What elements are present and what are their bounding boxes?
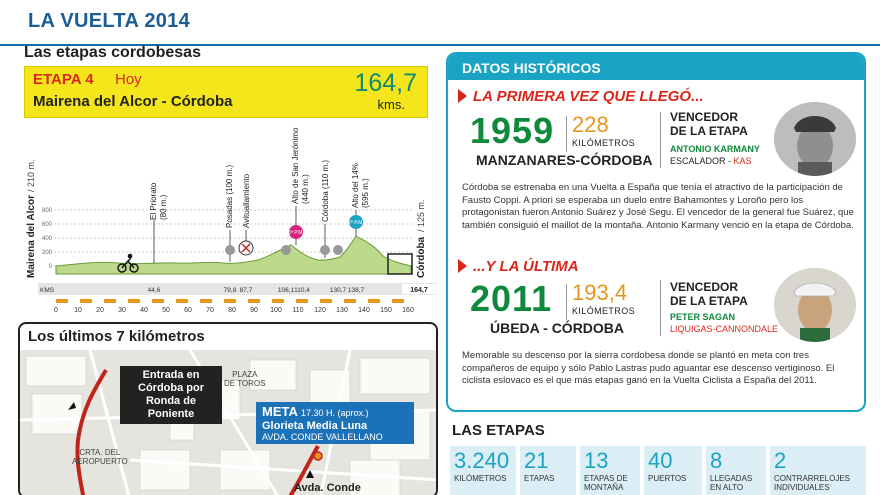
finish-street: AVDA. CONDE VALLELLANO — [262, 432, 383, 442]
first-text: Córdoba se estrenaba en una Vuelta a España que tenía el atractivo de la participación de Fausto Coppi. A priori se esperaba un duelo entre Bahamontes y Loroño pero los protagonistan fueron Antonio Suárez y José Segu. El vencedor de la general fue Suárez, que también consiguió el maillot de la montaña. Antonio Karmany venció en la etapa de Córdoba. — [462, 182, 854, 231]
finish-time: 17.30 H. (aprox.) — [301, 408, 369, 418]
scale-tick: 130 — [336, 307, 348, 314]
first-winner-role — [670, 156, 752, 166]
stat-label: ETAPAS DE MONTAÑA — [584, 474, 628, 492]
profile-point-label: Córdoba (110 m.) — [321, 159, 330, 222]
first-heading — [458, 88, 704, 105]
karmany-portrait — [774, 102, 856, 176]
profile-terrain — [56, 236, 411, 274]
profile-start-alt: / 210 m. — [26, 159, 36, 192]
chevron-right-icon — [458, 259, 467, 273]
historic-data-panel — [446, 52, 866, 412]
stat-label: ETAPAS — [524, 474, 555, 483]
profile-chart — [18, 120, 438, 318]
section-subtitle: Las etapas cordobesas — [24, 44, 201, 61]
finish-place: Glorieta Media Luna — [262, 420, 368, 432]
first-winner-name: ANTONIO KARMANY — [670, 144, 760, 154]
stage-number: ETAPA 4 — [33, 71, 94, 88]
scale-tick: 160 — [402, 307, 414, 314]
first-km: 228 — [572, 112, 609, 137]
stage-distance: 164,7 — [354, 69, 417, 97]
last-7-title: Los últimos 7 kilómetros — [28, 328, 205, 345]
last-route: ÚBEDA - CÓRDOBA — [490, 320, 625, 336]
last-winner-label: VENCEDOR DE LA ETAPA — [670, 280, 748, 308]
kms-bar — [38, 283, 436, 295]
pm-badge-3-label: 3ª P.M. — [288, 230, 304, 236]
alt-tick: 600 — [41, 222, 52, 228]
stat-value: 13 — [584, 448, 609, 473]
profile-point-label: El Priorato — [149, 182, 158, 220]
entry-callout: Entrada en Córdoba por Ronda de Poniente — [120, 366, 222, 424]
profile-point-label: (440 m.) — [301, 174, 310, 204]
profile-end-label: Córdoba — [416, 236, 427, 278]
stat-card — [706, 446, 766, 495]
last-km: 193,4 — [572, 280, 628, 305]
sagan-portrait — [774, 268, 856, 342]
first-winner-label: VENCEDOR DE LA ETAPA — [670, 110, 748, 138]
pm-badge-2-label: 2ª P.M. — [348, 220, 364, 226]
historic-header — [448, 54, 866, 80]
stage-distance-unit: kms. — [377, 97, 405, 112]
top-bar — [0, 0, 880, 46]
alt-tick: 0 — [48, 264, 52, 270]
finish-label: META — [262, 404, 298, 419]
stat-card — [450, 446, 516, 495]
scale-tick: 70 — [206, 307, 214, 314]
scale-tick: 100 — [270, 307, 282, 314]
stat-label: CONTRARRELOJES INDIVIDUALES — [774, 474, 851, 492]
scale-tick: 110 — [292, 307, 304, 314]
scale-tick: 0 — [54, 307, 58, 314]
divider — [660, 280, 661, 336]
scale-tick: 40 — [140, 307, 148, 314]
finish-marker — [314, 452, 322, 460]
first-winner-role-text: ESCALADOR - — [670, 156, 734, 166]
scale-tick: 140 — [358, 307, 370, 314]
stat-card — [580, 446, 640, 495]
finish-heading — [262, 404, 408, 419]
total-km: 164,7 — [410, 287, 428, 294]
profile-point-label: Avituallamiento — [242, 173, 251, 228]
etapas-title: LAS ETAPAS — [452, 422, 545, 439]
chevron-right-icon — [458, 89, 467, 103]
profile-point-label: (80 m.) — [159, 194, 168, 220]
scale-tick: 80 — [228, 307, 236, 314]
scale-tick: 50 — [162, 307, 170, 314]
scale-tick: 60 — [184, 307, 192, 314]
scale-tick: 150 — [380, 307, 392, 314]
scale-tick: 10 — [74, 307, 82, 314]
last-winner-name: PETER SAGAN — [670, 312, 736, 322]
stage-banner — [24, 66, 428, 118]
profile-point-label: Alto del 14% — [351, 163, 360, 208]
stat-value: 2 — [774, 448, 787, 473]
divider — [566, 284, 567, 320]
last-7-km-map — [18, 322, 438, 495]
stat-label: KILÓMETROS — [454, 474, 507, 483]
stage-today: Hoy — [115, 71, 142, 88]
km-mark: 106,1 — [277, 287, 295, 294]
first-km-unit: KILÓMETROS — [572, 138, 636, 148]
first-year: 1959 — [470, 110, 555, 151]
scale-segments — [56, 299, 404, 303]
km-mark: 44,6 — [147, 287, 161, 294]
stat-card — [770, 446, 866, 495]
historic-title: DATOS HISTÓRICOS — [462, 60, 601, 76]
stat-label: LLEGADAS EN ALTO — [710, 474, 753, 492]
stat-value: 21 — [524, 448, 549, 473]
km-mark: 138,7 — [347, 287, 365, 294]
stat-value: 8 — [710, 448, 723, 473]
finish-info-box — [256, 402, 414, 444]
scale-tick: 90 — [250, 307, 258, 314]
last-heading — [458, 258, 579, 275]
page-title: LA VUELTA 2014 — [28, 10, 191, 32]
km-mark: 130,7 — [329, 287, 347, 294]
scale-tick: 20 — [96, 307, 104, 314]
alt-tick: 200 — [41, 250, 52, 256]
stage-route: Mairena del Alcor - Córdoba — [33, 93, 233, 110]
scale-tick: 120 — [314, 307, 326, 314]
alt-tick: 800 — [41, 208, 52, 214]
last-km-unit: KILÓMETROS — [572, 306, 636, 316]
map-label-avenue: Avda. Conde — [294, 482, 361, 494]
stat-card — [520, 446, 576, 495]
stat-value: 3.240 — [454, 448, 510, 473]
map-label-plaza: PLAZA DE TOROS — [224, 370, 266, 388]
profile-start-label: Mairena del Alcor — [26, 195, 37, 278]
scale-ticks — [54, 307, 414, 314]
first-route: MANZANARES-CÓRDOBA — [476, 152, 653, 168]
profile-end-alt: / 125 m. — [416, 199, 426, 232]
divider — [566, 116, 567, 152]
profile-point-label: (595 m.) — [361, 178, 370, 208]
map-label-carretera: CRTA. DEL AEROPUERTO — [72, 448, 128, 466]
stat-label: PUERTOS — [648, 474, 687, 483]
km-mark: 87,7 — [239, 287, 253, 294]
kms-label: KMS — [40, 287, 55, 294]
profile-point-label: Posadas (100 m.) — [225, 164, 234, 228]
km-mark: 79,8 — [223, 287, 237, 294]
scale-tick: 30 — [118, 307, 126, 314]
last-text: Memorable su descenso por la sierra cordobesa donde se plantó en meta con tres compañeros de equipo y sólo Pablo Lastras pudo aguantar ese descenso vertiginoso. El ciclista eslovaco es el que más etapas ganó en la Vuelta Ciclista a España del 2011. — [462, 350, 835, 386]
stage-profile — [18, 120, 438, 318]
stat-value: 40 — [648, 448, 673, 473]
profile-point-label: Alto de San Jerónimo — [291, 127, 300, 204]
stat-card — [644, 446, 702, 495]
alt-tick: 400 — [41, 236, 52, 242]
first-winner-team: KAS — [733, 156, 752, 166]
last-year: 2011 — [470, 278, 553, 319]
last-heading-text: ...Y LA ÚLTIMA — [473, 258, 579, 275]
etapas-stats — [450, 446, 870, 495]
first-heading-text: LA PRIMERA VEZ QUE LLEGÓ... — [473, 88, 704, 105]
km-mark: 110,4 — [294, 287, 310, 294]
divider — [660, 112, 661, 168]
last-winner-team: LIQUIGAS-CANNONDALE — [670, 324, 779, 334]
